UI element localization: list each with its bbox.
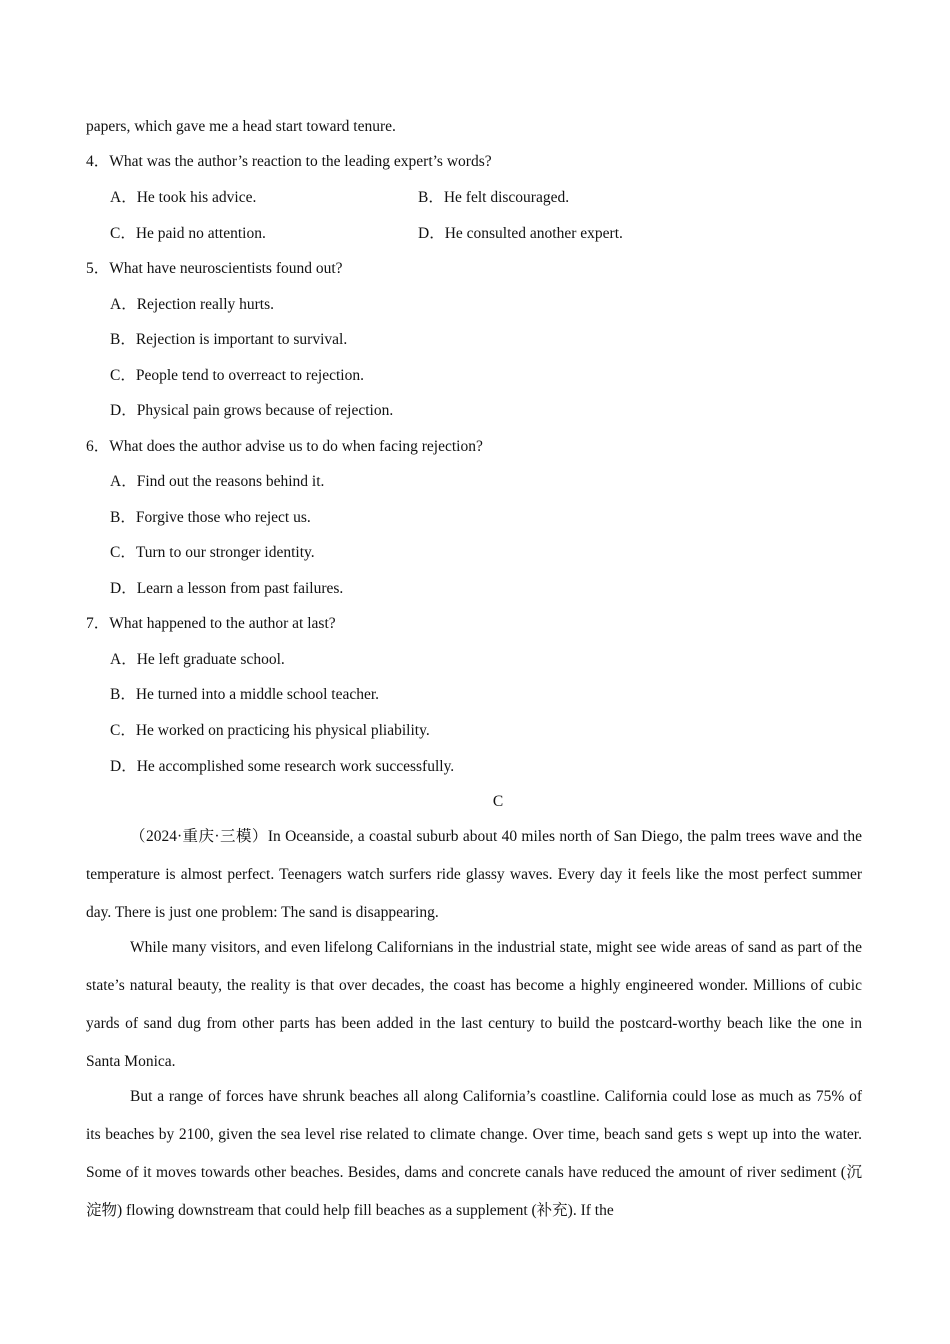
question-5-option-c: C．People tend to overreact to rejection.: [110, 367, 364, 384]
question-4-option-c: C．He paid no attention.: [110, 225, 266, 242]
question-7-option-d: D．He accomplished some research work successfully.: [110, 758, 455, 775]
question-4-stem: 4．What was the author’s reaction to the leading expert’s words?: [86, 153, 492, 170]
question-6-stem: 6．What does the author advise us to do when facing rejection?: [86, 438, 483, 455]
question-4-option-d: D．He consulted another expert.: [418, 225, 623, 242]
question-5-option-a: A．Rejection really hurts.: [110, 296, 274, 313]
question-7-option-c: C．He worked on practicing his physical pliability.: [110, 722, 430, 739]
question-4-option-a: A．He took his advice.: [110, 189, 257, 206]
passage-paragraph-2: While many visitors, and even lifelong Californians in the industrial state, might see wide areas of sand as part of the state’s natural beauty, the reality is that over decades, the coast has become a highly engineered wonder. Millions of cubic yards of sand dug from other parts has been added in the last century to build the postcard-worthy beach like the one in Santa Monica.: [86, 939, 862, 1070]
question-6-option-b: B．Forgive those who reject us.: [110, 509, 311, 526]
question-6-option-a: A．Find out the reasons behind it.: [110, 473, 325, 490]
question-5-option-b: B．Rejection is important to survival.: [110, 331, 348, 348]
question-7-option-b: B．He turned into a middle school teacher.: [110, 686, 380, 703]
question-7-option-a: A．He left graduate school.: [110, 651, 285, 668]
question-5-stem: 5．What have neuroscientists found out?: [86, 260, 343, 277]
continuation-text: papers, which gave me a head start toward tenure.: [86, 118, 396, 135]
passage-paragraph-3: But a range of forces have shrunk beaches all along California’s coastline. California could lose as much as 75% of its beaches by 2100, given the sea level rise related to climate change. Over time, beach sand gets s wept up into the water. Some of it moves towards other beaches. Besides, dams and concrete canals have reduced the amount of river sediment (沉淀物) flowing downstream that could help fill beaches as a supplement (补充). If the: [86, 1088, 862, 1219]
question-5-option-d: D．Physical pain grows because of rejection.: [110, 402, 394, 419]
question-6-option-d: D．Learn a lesson from past failures.: [110, 580, 344, 597]
question-6-option-c: C．Turn to our stronger identity.: [110, 544, 315, 561]
passage-paragraph-1: （2024·重庆·三模）In Oceanside, a coastal suburb about 40 miles north of San Diego, the palm trees wave and the temperature is almost perfect. Teenagers watch surfers ride glassy waves. Every day it feels like the most perfect summer day. There is just one problem: The sand is disappearing.: [86, 828, 862, 921]
question-4-option-b: B．He felt discouraged.: [418, 189, 570, 206]
section-label: C: [492, 793, 504, 810]
question-7-stem: 7．What happened to the author at last?: [86, 615, 336, 632]
